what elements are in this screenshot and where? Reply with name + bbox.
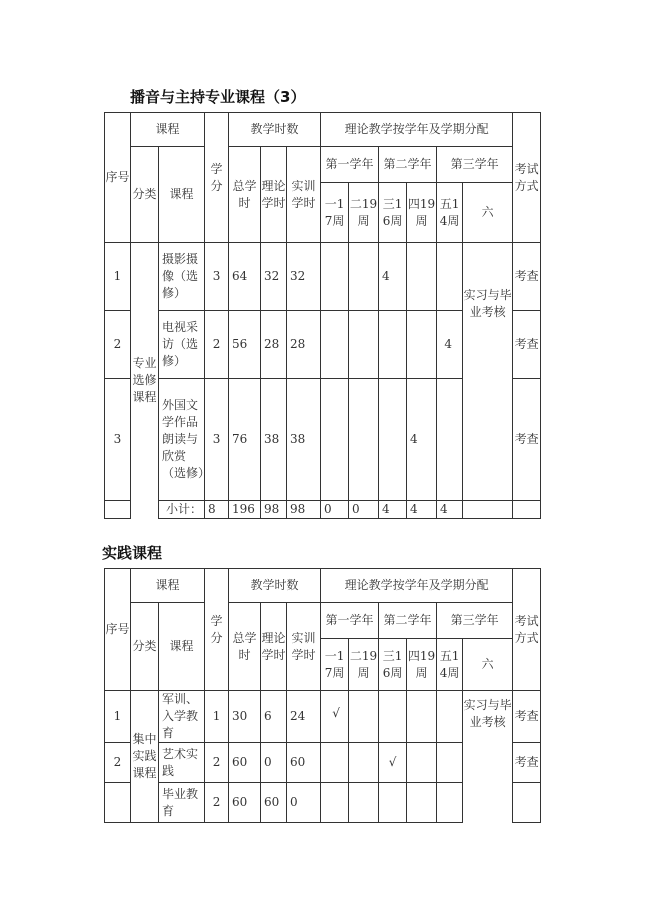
row-theory: 28: [261, 311, 287, 379]
sem6-cell: 实习与毕业考核: [463, 691, 513, 823]
row-total: 64: [229, 243, 261, 311]
section2-title: 实践课程: [102, 544, 163, 562]
header-distribution: 理论教学按学年及学期分配: [321, 113, 513, 147]
row-credit: 1: [205, 691, 229, 743]
header-category: 分类: [131, 147, 159, 243]
header-practice: 实训学时: [287, 147, 321, 243]
header-course-name: 课程: [159, 147, 205, 243]
header-total: 总学时: [229, 147, 261, 243]
row-exam: 考查: [513, 691, 541, 743]
header-distribution: 理论教学按学年及学期分配: [321, 569, 513, 603]
row-s2: [349, 743, 379, 783]
subtotal-s1: 0: [321, 501, 349, 519]
row-seq: 2: [105, 743, 131, 783]
row-practice: 60: [287, 743, 321, 783]
header-credit: 学分: [205, 569, 229, 691]
row-s5: [437, 783, 463, 823]
header-sem1: 一17周: [321, 183, 349, 243]
header-year2: 第二学年: [379, 603, 437, 639]
row-seq: [105, 783, 131, 823]
row-s3: [379, 379, 407, 501]
row-seq: 1: [105, 243, 131, 311]
header-sem1: 一17周: [321, 639, 349, 691]
row-practice: 28: [287, 311, 321, 379]
row-theory: 38: [261, 379, 287, 501]
row-s5: 4: [437, 311, 463, 379]
row-exam: 考查: [513, 243, 541, 311]
header-exam: 考试方式: [513, 569, 541, 691]
header-hours: 教学时数: [229, 113, 321, 147]
row-credit: 3: [205, 243, 229, 311]
row-exam: 考查: [513, 311, 541, 379]
row-s4: 4: [407, 379, 437, 501]
row-theory: 6: [261, 691, 287, 743]
subtotal-s4: 4: [407, 501, 437, 519]
row-s5: [437, 691, 463, 743]
row-s2: [349, 379, 379, 501]
subtotal-label: 小计：: [159, 501, 205, 519]
row-s5: [437, 243, 463, 311]
row-theory: 0: [261, 743, 287, 783]
header-sem2: 二19周: [349, 639, 379, 691]
header-practice: 实训学时: [287, 603, 321, 691]
subtotal-s3: 4: [379, 501, 407, 519]
header-sem3: 三16周: [379, 183, 407, 243]
header-year1: 第一学年: [321, 603, 379, 639]
course-name: 电视采访（选修）: [159, 311, 205, 379]
header-seq: 序号: [105, 569, 131, 691]
row-practice: 38: [287, 379, 321, 501]
subtotal-practice: 98: [287, 501, 321, 519]
row-s1: [321, 379, 349, 501]
row-exam: [513, 783, 541, 823]
row-credit: 2: [205, 311, 229, 379]
row-s3: [379, 783, 407, 823]
subtotal-s2: 0: [349, 501, 379, 519]
row-s4: [407, 691, 437, 743]
header-theory: 理论学时: [261, 603, 287, 691]
practice-course-table: [104, 568, 541, 823]
row-practice: 0: [287, 783, 321, 823]
header-sem4: 四19周: [407, 183, 437, 243]
header-course-name: 课程: [159, 603, 205, 691]
subtotal-s5: 4: [437, 501, 463, 519]
row-s4: [407, 311, 437, 379]
course-name: 艺术实践: [159, 743, 205, 783]
header-total: 总学时: [229, 603, 261, 691]
row-total: 30: [229, 691, 261, 743]
header-seq: 序号: [105, 113, 131, 243]
header-exam: 考试方式: [513, 113, 541, 243]
header-sem5: 五14周: [437, 183, 463, 243]
header-year1: 第一学年: [321, 147, 379, 183]
row-s1: √: [321, 691, 349, 743]
course-name: 外国文学作品朗读与欣赏（选修）: [159, 379, 205, 501]
row-credit: 2: [205, 743, 229, 783]
row-s5: [437, 379, 463, 501]
row-s2: [349, 243, 379, 311]
header-year3: 第三学年: [437, 603, 513, 639]
header-sem6: 六: [463, 183, 513, 243]
row-s3: √: [379, 743, 407, 783]
subtotal-total: 196: [229, 501, 261, 519]
header-course: 课程: [131, 569, 205, 603]
row-theory: 60: [261, 783, 287, 823]
row-total: 60: [229, 783, 261, 823]
header-sem3: 三16周: [379, 639, 407, 691]
subtotal-row: [105, 501, 541, 519]
header-credit: 学分: [205, 113, 229, 243]
row-s3: 4: [379, 243, 407, 311]
course-name: 毕业教育: [159, 783, 205, 823]
row-seq: 2: [105, 311, 131, 379]
row-s4: [407, 243, 437, 311]
header-sem4: 四19周: [407, 639, 437, 691]
header-year3: 第三学年: [437, 147, 513, 183]
row-credit: 2: [205, 783, 229, 823]
row-s1: [321, 243, 349, 311]
row-exam: 考查: [513, 743, 541, 783]
header-theory: 理论学时: [261, 147, 287, 243]
row-practice: 32: [287, 243, 321, 311]
course-name: 摄影摄像（选修）: [159, 243, 205, 311]
row-s4: [407, 783, 437, 823]
sem6-cell: 实习与毕业考核: [463, 243, 513, 501]
row-seq: 1: [105, 691, 131, 743]
row-s3: [379, 691, 407, 743]
row-s1: [321, 783, 349, 823]
header-category: 分类: [131, 603, 159, 691]
header-sem5: 五14周: [437, 639, 463, 691]
section1-title: 播音与主持专业课程（3）: [130, 88, 306, 106]
row-s4: [407, 743, 437, 783]
row-s5: [437, 743, 463, 783]
category-cell: 专业选修课程: [131, 243, 159, 519]
header-sem6: 六: [463, 639, 513, 691]
header-hours: 教学时数: [229, 569, 321, 603]
subtotal-theory: 98: [261, 501, 287, 519]
row-total: 76: [229, 379, 261, 501]
row-s2: [349, 691, 379, 743]
row-seq: 3: [105, 379, 131, 501]
row-s2: [349, 311, 379, 379]
row-s2: [349, 783, 379, 823]
row-exam: 考查: [513, 379, 541, 501]
row-total: 56: [229, 311, 261, 379]
row-total: 60: [229, 743, 261, 783]
subtotal-credit: 8: [205, 501, 229, 519]
row-s1: [321, 311, 349, 379]
header-sem2: 二19周: [349, 183, 379, 243]
row-credit: 3: [205, 379, 229, 501]
header-course: 课程: [131, 113, 205, 147]
course-name: 军训、入学教育: [159, 691, 205, 743]
elective-course-table: [104, 112, 541, 519]
header-year2: 第二学年: [379, 147, 437, 183]
row-s3: [379, 311, 407, 379]
row-s1: [321, 743, 349, 783]
table-row: [105, 243, 541, 311]
category-cell: 集中实践课程: [131, 691, 159, 823]
row-practice: 24: [287, 691, 321, 743]
row-theory: 32: [261, 243, 287, 311]
table-row: [105, 691, 541, 743]
